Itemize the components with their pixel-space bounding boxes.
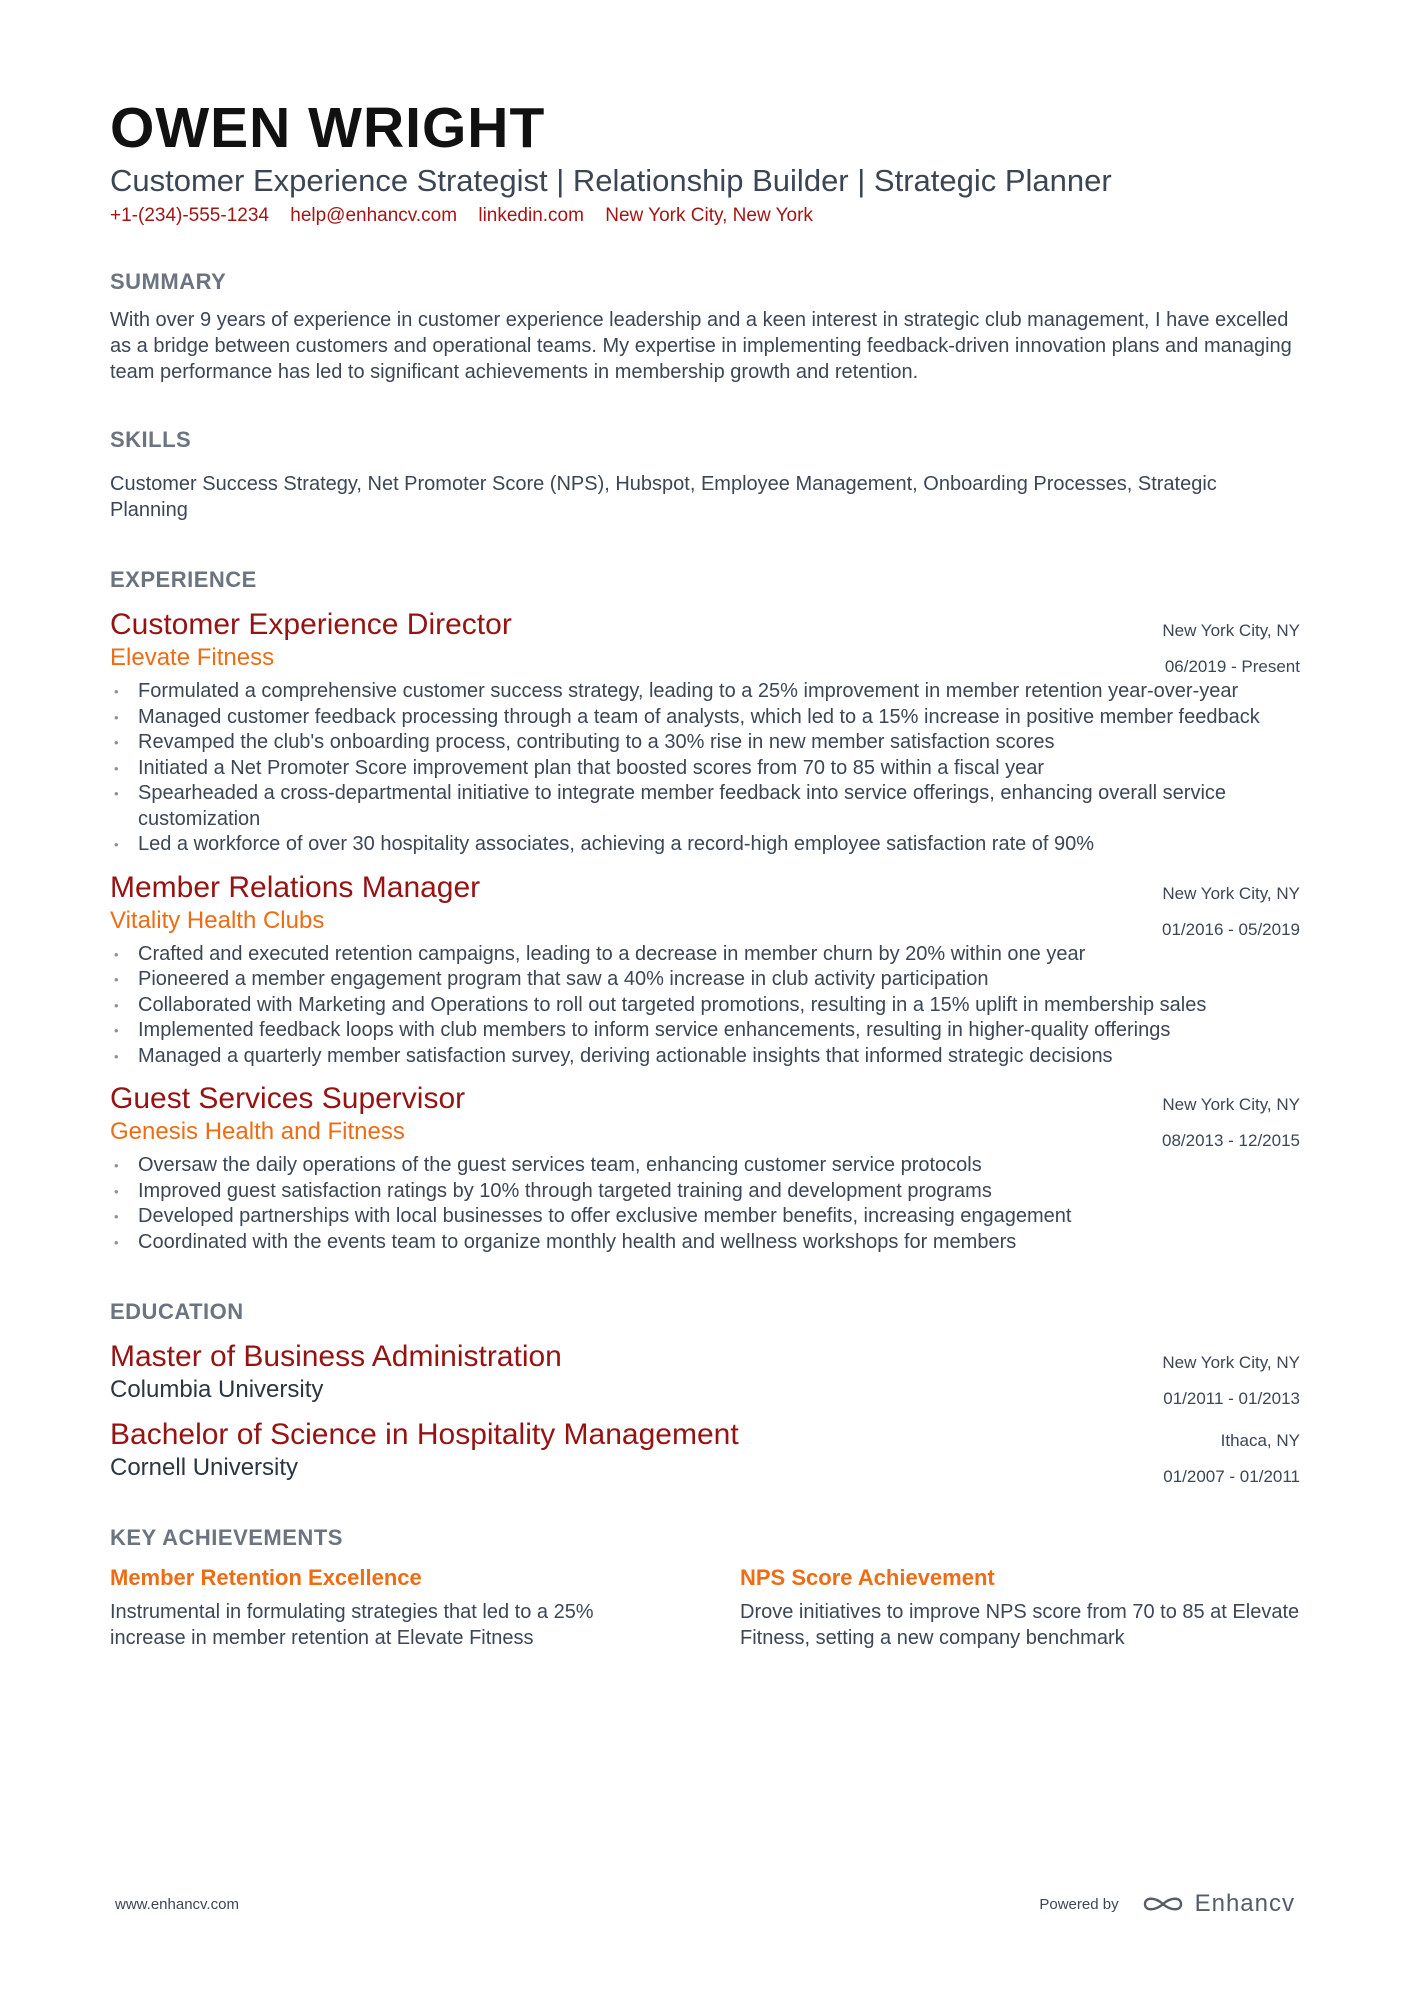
bullet-item: • Led a workforce of over 30 hospitality associates, achieving a record-high employee satisfaction rate of 90%	[110, 832, 1300, 858]
job-location: New York City, NY	[1162, 1095, 1300, 1114]
company-name: Genesis Health and Fitness	[110, 1118, 405, 1145]
skills-section	[110, 425, 1300, 523]
summary-text: With over 9 years of experience in customer experience leadership and a keen interest in strategic club management, I have excelled as a bridge between customers and operational teams. My expertise in implementing feedback-driven innovation plans and managing team performance has led to significant achievements in membership growth and retention.	[110, 309, 1292, 383]
job-meta	[1162, 1087, 1300, 1159]
brand-logo[interactable]	[1141, 1890, 1295, 1918]
education-dates: 01/2007 - 01/2011	[1163, 1467, 1300, 1486]
education-location: New York City, NY	[1162, 1353, 1300, 1372]
education-meta	[1162, 1345, 1300, 1417]
bullet-item: • Managed a quarterly member satisfaction survey, deriving actionable insights that informed strategic decisions	[110, 1044, 1300, 1070]
summary-section	[110, 267, 1300, 385]
skills-text: Customer Success Strategy, Net Promoter Score (NPS), Hubspot, Employee Management, Onboarding Processes, Strategic Planning	[110, 473, 1217, 521]
footer-branding	[1039, 1890, 1295, 1918]
education-entry	[110, 1417, 1300, 1486]
achievement-title: Member Retention Excellence	[110, 1565, 422, 1590]
job-bullets	[110, 679, 1300, 858]
education-section	[110, 1297, 1300, 1486]
experience-entry	[110, 607, 1300, 858]
bullet-item: • Collaborated with Marketing and Operations to roll out targeted promotions, resulting in a 15% uplift in membership sales	[110, 993, 1300, 1019]
job-meta	[1162, 613, 1300, 685]
contact-line	[110, 203, 1300, 229]
headline: Customer Experience Strategist | Relationship Builder | Strategic Planner	[110, 163, 1112, 198]
school-name: Columbia University	[110, 1376, 324, 1403]
bullet-item: • Crafted and executed retention campaigns, leading to a decrease in member churn by 20% within one year	[110, 942, 1300, 968]
achievement-title: NPS Score Achievement	[740, 1565, 995, 1590]
section-title-skills: SKILLS	[110, 427, 192, 452]
school-name: Cornell University	[110, 1454, 299, 1481]
job-bullets	[110, 942, 1300, 1070]
section-title-experience: EXPERIENCE	[110, 567, 257, 592]
experience-section	[110, 565, 1300, 1255]
job-title: Guest Services Supervisor	[110, 1082, 466, 1115]
bullet-item: • Pioneered a member engagement program that saw a 40% increase in club activity participation	[110, 967, 1300, 993]
education-dates: 01/2011 - 01/2013	[1163, 1389, 1300, 1408]
degree-title: Bachelor of Science in Hospitality Management	[110, 1418, 739, 1451]
achievements-grid	[110, 1563, 1300, 1651]
achievement-text: Drove initiatives to improve NPS score from 70 to 85 at Elevate Fitness, setting a new company benchmark	[740, 1601, 1300, 1649]
bullet-item: • Oversaw the daily operations of the guest services team, enhancing customer service protocols	[110, 1153, 1300, 1179]
linkedin-link[interactable]: linkedin.com	[478, 205, 584, 226]
experience-entry	[110, 1081, 1300, 1255]
phone-link[interactable]: +1-(234)-555-1234	[110, 205, 269, 226]
brand-name: Enhancv	[1194, 1890, 1295, 1917]
education-entry	[110, 1339, 1300, 1408]
achievements-section	[110, 1523, 1300, 1651]
section-title-summary: SUMMARY	[110, 269, 227, 294]
job-dates: 06/2019 - Present	[1164, 657, 1300, 676]
bullet-item: • Improved guest satisfaction ratings by 10% through targeted training and development programs	[110, 1179, 1300, 1205]
location-text: New York City, New York	[605, 205, 813, 226]
education-location: Ithaca, NY	[1220, 1431, 1300, 1450]
page-footer	[115, 1890, 1295, 1918]
bullet-item: • Spearheaded a cross-departmental initiative to integrate member feedback into service offerings, enhancing overall service customization	[110, 781, 1300, 832]
enhancv-logo-icon	[1141, 1893, 1185, 1915]
website-link[interactable]: www.enhancv.com	[115, 1895, 239, 1913]
email-link[interactable]: help@enhancv.com	[290, 205, 458, 226]
job-title: Customer Experience Director	[110, 608, 512, 641]
section-title-achievements: KEY ACHIEVEMENTS	[110, 1525, 343, 1550]
achievement-item	[740, 1563, 1300, 1651]
company-name: Vitality Health Clubs	[110, 906, 325, 934]
job-title: Member Relations Manager	[110, 870, 481, 904]
job-dates: 01/2016 - 05/2019	[1161, 919, 1300, 939]
job-dates: 08/2013 - 12/2015	[1161, 1131, 1300, 1150]
powered-by-text: Powered by	[1039, 1895, 1119, 1913]
experience-entry	[110, 870, 1300, 1070]
resume-header	[110, 95, 1300, 229]
section-title-education: EDUCATION	[110, 1299, 244, 1324]
achievement-item	[110, 1563, 670, 1651]
job-location: New York City, NY	[1162, 621, 1300, 640]
candidate-name: OWEN WRIGHT	[110, 96, 546, 160]
job-bullets	[110, 1153, 1300, 1255]
bullet-item: • Initiated a Net Promoter Score improvement plan that boosted scores from 70 to 85 within a fiscal year	[110, 756, 1300, 782]
bullet-item: • Developed partnerships with local businesses to offer exclusive member benefits, increasing engagement	[110, 1204, 1300, 1230]
bullet-item: • Implemented feedback loops with club members to inform service enhancements, resulting in higher-quality offerings	[110, 1018, 1300, 1044]
job-meta	[1162, 876, 1300, 948]
education-meta	[1163, 1423, 1300, 1495]
bullet-item: • Managed customer feedback processing through a team of analysts, which led to a 15% increase in positive member feedback	[110, 705, 1300, 731]
bullet-item: • Formulated a comprehensive customer success strategy, leading to a 25% improvement in member retention year-over-year	[110, 679, 1300, 705]
company-name: Elevate Fitness	[110, 644, 275, 671]
job-location: New York City, NY	[1162, 883, 1300, 903]
bullet-item: • Coordinated with the events team to organize monthly health and wellness workshops for members	[110, 1230, 1300, 1256]
bullet-item: • Revamped the club's onboarding process, contributing to a 30% rise in new member satisfaction scores	[110, 730, 1300, 756]
achievement-text: Instrumental in formulating strategies that led to a 25% increase in member retention at Elevate Fitness	[110, 1601, 594, 1649]
degree-title: Master of Business Administration	[110, 1340, 562, 1373]
